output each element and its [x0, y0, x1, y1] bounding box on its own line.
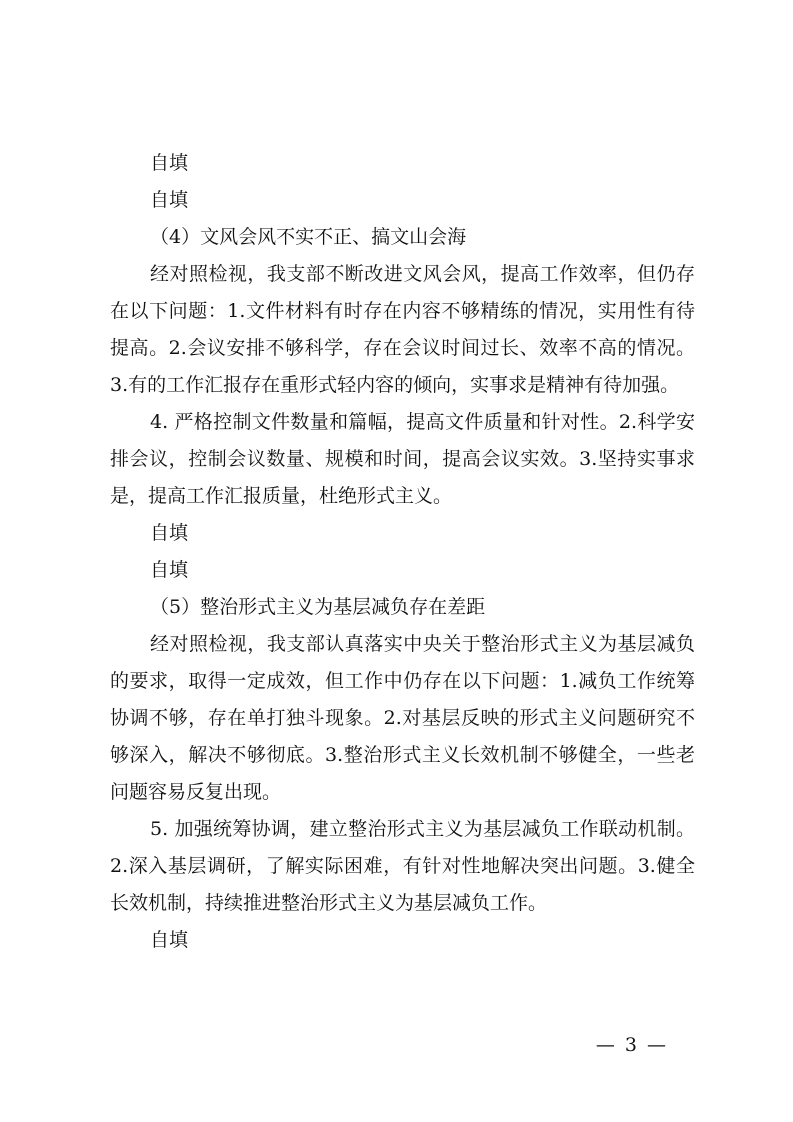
problem-paragraph-4: 经对照检视，我支部不断改进文风会风，提高工作效率，但仍存在以下问题：1.文件材料有时存在内容不够精练的情况，实用性有待提高。2.会议安排不够科学，存在会议时间过长、效率不高的情况。3.有的工作汇报存在重形式轻内容的倾向，实事求是精神有待加强。	[110, 263, 695, 396]
measure-paragraph-4: 4. 严格控制文件数量和篇幅，提高文件质量和针对性。2.科学安排会议，控制会议数量、规模和时间，提高会议实效。3.坚持实事求是，提高工作汇报质量，杜绝形式主义。	[110, 411, 695, 507]
fill-in-note: 自填	[150, 559, 189, 581]
fill-in-note: 自填	[150, 152, 189, 174]
measure-paragraph-5: 5. 加强统筹协调，建立整治形式主义为基层减负工作联动机制。2.深入基层调研，了解实际困难，有针对性地解决突出问题。3.健全长效机制，持续推进整治形式主义为基层减负工作。	[110, 818, 695, 914]
page-content	[110, 145, 695, 959]
section-heading-4: （4）文风会风不实不正、搞文山会海	[150, 226, 467, 248]
page-number: — 3 —	[595, 1034, 668, 1056]
fill-in-note: 自填	[150, 522, 189, 544]
problem-paragraph-5: 经对照检视，我支部认真落实中央关于整治形式主义为基层减负的要求，取得一定成效，但工作中仍存在以下问题：1.减负工作统筹协调不够，存在单打独斗现象。2.对基层反映的形式主义问题研究不够深入，解决不够彻底。3.整治形式主义长效机制不够健全，一些老问题容易反复出现。	[110, 633, 695, 803]
fill-in-note: 自填	[150, 189, 189, 211]
fill-in-note: 自填	[150, 929, 189, 951]
section-heading-5: （5）整治形式主义为基层减负存在差距	[150, 596, 486, 618]
